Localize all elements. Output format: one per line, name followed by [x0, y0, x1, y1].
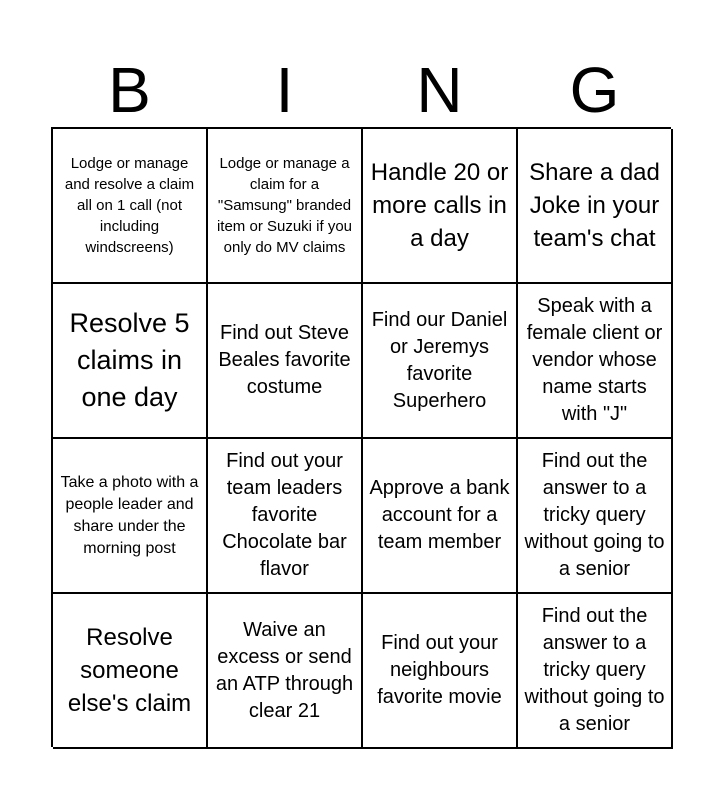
header-letter-g: G — [569, 54, 620, 126]
cell-text: Approve a bank account for a team member — [369, 477, 510, 553]
cell-text: Find out the answer to a tricky query without going to a senior — [524, 605, 665, 735]
bingo-cell-13[interactable] — [53, 594, 208, 749]
bingo-cell-3[interactable] — [363, 129, 518, 284]
bingo-cell-14[interactable] — [208, 594, 363, 749]
bingo-cell-8[interactable] — [518, 284, 673, 439]
bingo-cell-2[interactable] — [208, 129, 363, 284]
header-letter-n: N — [416, 54, 463, 126]
header-letter-i: I — [275, 54, 294, 126]
header-letter-b: B — [108, 54, 151, 126]
bingo-cell-16[interactable] — [518, 594, 673, 749]
cell-text: Find out the answer to a tricky query without going to a senior — [524, 450, 665, 580]
cell-text: Share a dad Joke in your team's chat — [529, 159, 660, 252]
bingo-cell-5[interactable] — [53, 284, 208, 439]
cell-text: Handle 20 or more calls in a day — [370, 159, 509, 252]
cell-text: Resolve 5 claims in one day — [69, 308, 190, 412]
cell-text: Find our Daniel or Jeremys favorite Superhero — [371, 308, 508, 412]
bingo-cell-7[interactable] — [363, 284, 518, 439]
cell-text: Speak with a female client or vendor whose name starts with "J" — [526, 295, 663, 425]
bingo-cell-11[interactable] — [363, 439, 518, 594]
cell-text: Waive an excess or send an ATP through clear 21 — [215, 618, 354, 722]
bingo-cell-10[interactable] — [208, 439, 363, 594]
bingo-cell-4[interactable] — [518, 129, 673, 284]
cell-text: Find out your team leaders favorite Chocolate bar flavor — [222, 450, 347, 580]
cell-text: Find out Steve Beales favorite costume — [218, 322, 351, 398]
bingo-grid — [51, 127, 671, 747]
cell-text: Lodge or manage and resolve a claim all on 1 call (not including windscreens) — [64, 155, 195, 256]
bingo-header — [52, 52, 672, 128]
bingo-cell-6[interactable] — [208, 284, 363, 439]
bingo-cell-1[interactable] — [53, 129, 208, 284]
bingo-cell-9[interactable] — [53, 439, 208, 594]
cell-text: Resolve someone else's claim — [67, 624, 192, 717]
cell-text: Take a photo with a people leader and share under the morning post — [60, 473, 199, 557]
cell-text: Find out your neighbours favorite movie — [377, 632, 502, 708]
bingo-cell-15[interactable] — [363, 594, 518, 749]
cell-text: Lodge or manage a claim for a "Samsung" branded item or Suzuki if you only do MV claims — [216, 155, 353, 256]
bingo-cell-12[interactable] — [518, 439, 673, 594]
